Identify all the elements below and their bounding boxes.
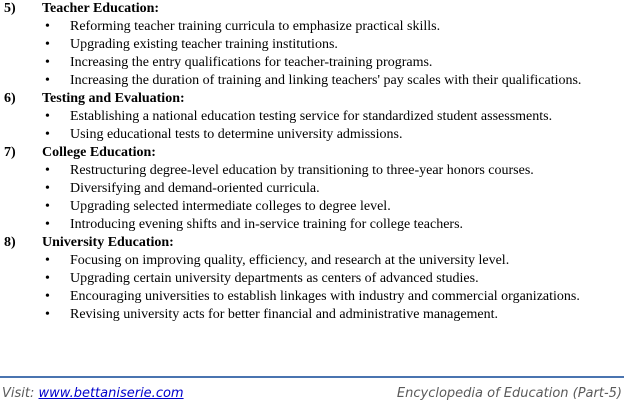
list-item-text: Upgrading certain university departments as centers of advanced studies.: [70, 271, 479, 286]
list-item: [0, 306, 624, 324]
section: [0, 90, 624, 144]
page-footer: [0, 376, 624, 409]
list-item: [0, 54, 624, 72]
list-item-text: Restructuring degree-level education by transitioning to three-year honors courses.: [70, 163, 534, 178]
section: [0, 0, 624, 90]
section-title: College Education:: [42, 145, 156, 160]
list-item-text: Upgrading existing teacher training institutions.: [70, 37, 338, 52]
list-item: [0, 198, 624, 216]
list-item: [0, 72, 624, 90]
list-item: [0, 162, 624, 180]
section-title: Testing and Evaluation:: [42, 91, 185, 106]
bullet-list: [0, 18, 624, 90]
section-heading: [0, 90, 624, 108]
list-item-text: Introducing evening shifts and in-service training for college teachers.: [70, 217, 464, 232]
list-item-text: Diversifying and demand-oriented curricula.: [70, 181, 320, 196]
list-item-text: Increasing the entry qualifications for teacher-training programs.: [70, 55, 433, 70]
bullet-icon: •: [45, 307, 50, 322]
bullet-icon: •: [45, 271, 50, 286]
bullet-icon: •: [45, 19, 50, 34]
bullet-icon: •: [45, 55, 50, 70]
list-item: [0, 216, 624, 234]
list-item-text: Focusing on improving quality, efficiency, and research at the university level.: [70, 253, 510, 268]
section-heading: [0, 0, 624, 18]
section-heading: [0, 144, 624, 162]
list-item: [0, 108, 624, 126]
bullet-icon: •: [45, 37, 50, 52]
section-number: 5): [4, 1, 16, 16]
bullet-icon: •: [45, 217, 50, 232]
section-title: University Education:: [42, 235, 174, 250]
list-item-text: Encouraging universities to establish linkages with industry and commercial organizations.: [70, 289, 580, 304]
list-item: [0, 180, 624, 198]
list-item: [0, 288, 624, 306]
section: [0, 234, 624, 324]
section-number: 8): [4, 235, 16, 250]
section: [0, 144, 624, 234]
bullet-list: [0, 108, 624, 144]
bullet-list: [0, 252, 624, 324]
list-item: [0, 36, 624, 54]
bullet-list: [0, 162, 624, 234]
list-item-text: Establishing a national education testing service for standardized student assessments.: [70, 109, 553, 124]
footer-website-link[interactable]: www.bettaniserie.com: [38, 386, 184, 401]
bullet-icon: •: [45, 127, 50, 142]
bullet-icon: •: [45, 253, 50, 268]
list-item-text: Increasing the duration of training and linking teachers' pay scales with their qualifications.: [70, 73, 582, 88]
footer-visit: [2, 386, 184, 401]
bullet-icon: •: [45, 163, 50, 178]
bullet-icon: •: [45, 199, 50, 214]
footer-book-title: Encyclopedia of Education (Part-5): [396, 386, 622, 401]
list-item: [0, 270, 624, 288]
list-item-text: Reforming teacher training curricula to emphasize practical skills.: [70, 19, 441, 34]
section-number: 7): [4, 145, 16, 160]
list-item-text: Revising university acts for better financial and administrative management.: [70, 307, 499, 322]
list-item-text: Upgrading selected intermediate colleges to degree level.: [70, 199, 391, 214]
list-item: [0, 126, 624, 144]
list-item: [0, 18, 624, 36]
bullet-icon: •: [45, 181, 50, 196]
bullet-icon: •: [45, 289, 50, 304]
list-item: [0, 252, 624, 270]
section-title: Teacher Education:: [42, 1, 160, 16]
list-item-text: Using educational tests to determine university admissions.: [70, 127, 403, 142]
section-number: 6): [4, 91, 16, 106]
bullet-icon: •: [45, 109, 50, 124]
footer-visit-label: Visit:: [2, 386, 39, 401]
section-heading: [0, 234, 624, 252]
bullet-icon: •: [45, 73, 50, 88]
